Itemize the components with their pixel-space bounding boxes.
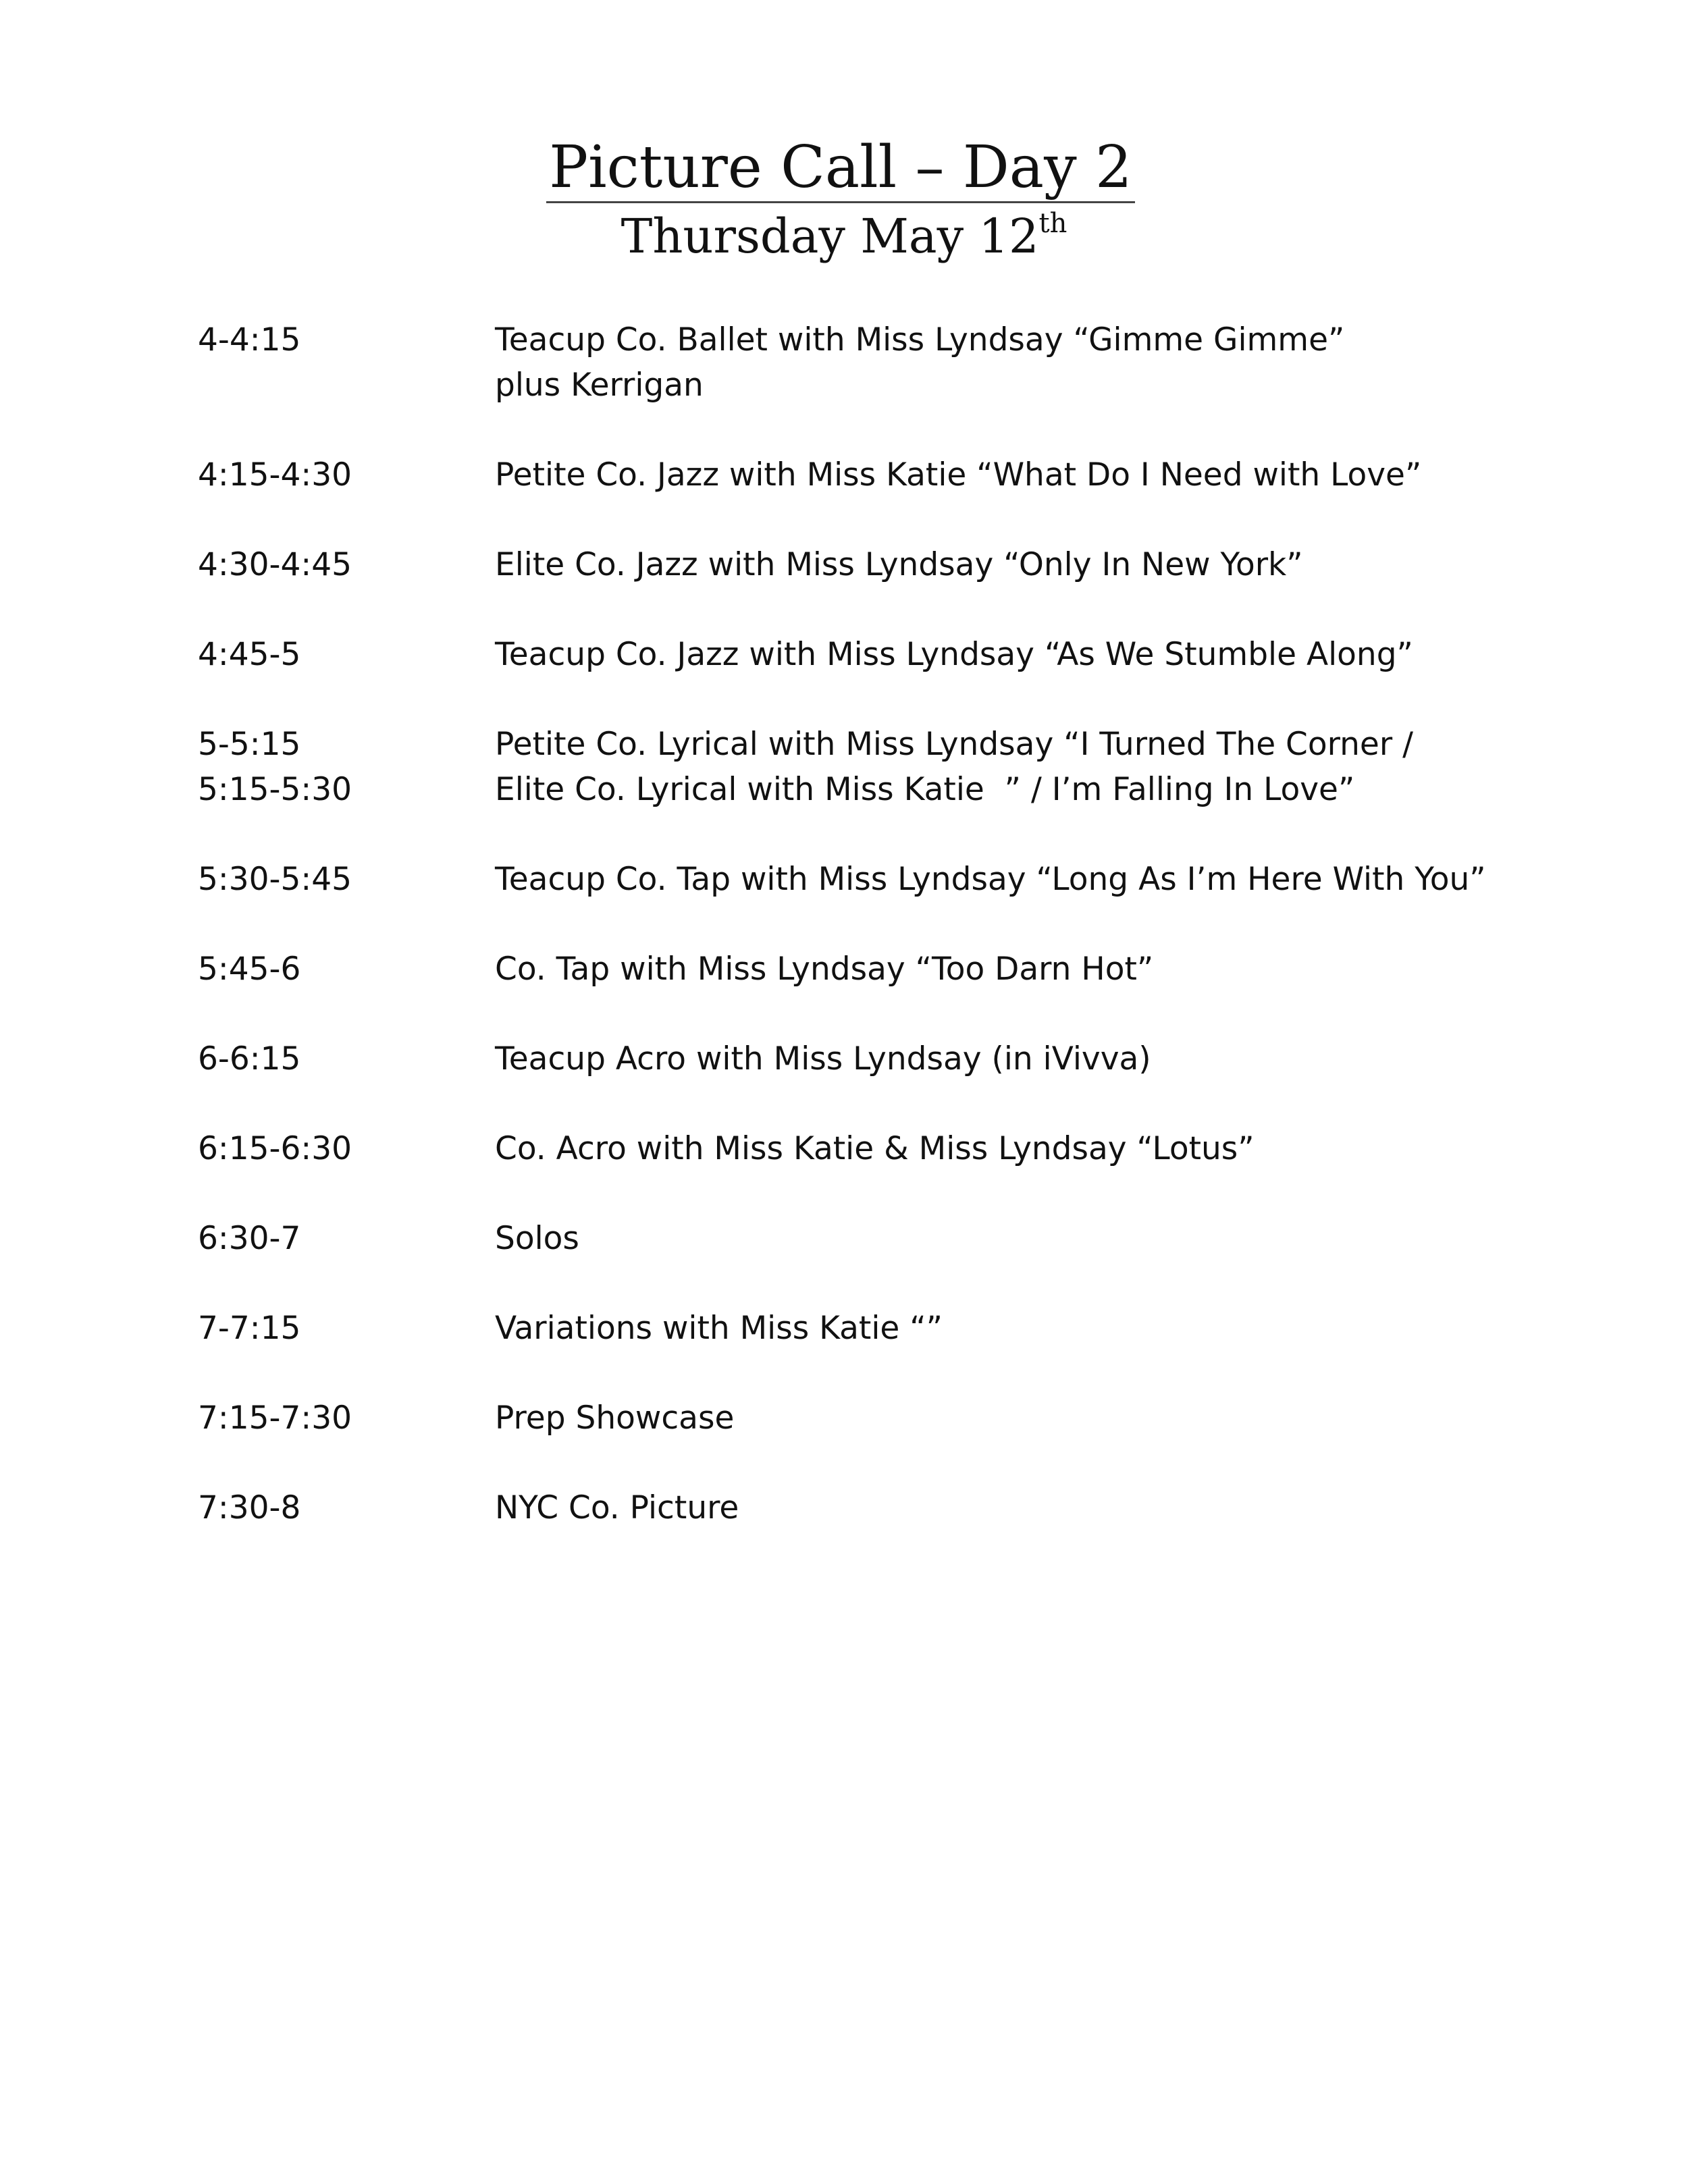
description-line: plus Kerrigan: [495, 367, 704, 404]
schedule-row: [198, 1126, 1548, 1171]
schedule-time: [198, 1306, 495, 1351]
schedule-description: [495, 632, 1548, 677]
schedule-description: [495, 1216, 1548, 1261]
schedule-description: [495, 1485, 1548, 1530]
description-line: Solos: [495, 1220, 579, 1257]
time-slot: 5:30-5:45: [198, 861, 352, 898]
time-slot: 5:15-5:30: [198, 771, 352, 808]
schedule-time: [198, 1216, 495, 1261]
schedule-description: [495, 1395, 1548, 1441]
schedule-description: [495, 1126, 1548, 1171]
document-header: [0, 135, 1688, 267]
schedule-row: [198, 1306, 1548, 1351]
schedule-description: [495, 857, 1548, 902]
subtitle-date: Thursday May 12: [621, 209, 1039, 264]
time-slot: 7:15-7:30: [198, 1400, 352, 1437]
page-subtitle: [0, 206, 1688, 267]
schedule-list: [198, 317, 1548, 1575]
schedule-row: [198, 1395, 1548, 1441]
schedule-time: [198, 632, 495, 677]
schedule-time: [198, 1126, 495, 1171]
description-line: Prep Showcase: [495, 1400, 735, 1437]
time-slot: 4:45-5: [198, 636, 301, 673]
schedule-description: [495, 542, 1548, 587]
description-line: Teacup Acro with Miss Lyndsay (in iVivva): [495, 1040, 1151, 1077]
schedule-row: [198, 1216, 1548, 1261]
schedule-time: [198, 452, 495, 498]
schedule-row: [198, 542, 1548, 587]
schedule-row: [198, 632, 1548, 677]
description-line: Co. Tap with Miss Lyndsay “Too Darn Hot”: [495, 951, 1154, 988]
time-slot: 4:15-4:30: [198, 456, 352, 494]
description-line: Petite Co. Jazz with Miss Katie “What Do I Need with Love”: [495, 456, 1422, 494]
schedule-time: [198, 1485, 495, 1530]
schedule-time: [198, 1036, 495, 1082]
schedule-description: [495, 1036, 1548, 1082]
schedule-description: [495, 317, 1548, 408]
time-slot: 6:15-6:30: [198, 1130, 352, 1167]
schedule-row: [198, 1036, 1548, 1082]
description-line: NYC Co. Picture: [495, 1489, 739, 1526]
description-line: Co. Acro with Miss Katie & Miss Lyndsay “Lotus”: [495, 1130, 1255, 1167]
time-slot: 7:30-8: [198, 1489, 301, 1526]
time-slot: 4:30-4:45: [198, 546, 352, 583]
description-line: Teacup Co. Tap with Miss Lyndsay “Long As I’m Here With You”: [495, 861, 1486, 898]
time-slot: 7-7:15: [198, 1310, 301, 1347]
description-line: Elite Co. Jazz with Miss Lyndsay “Only In New York”: [495, 546, 1303, 583]
schedule-description: [495, 947, 1548, 992]
description-line: Elite Co. Lyrical with Miss Katie ” / I’m Falling In Love”: [495, 771, 1355, 808]
subtitle-ordinal-suffix: th: [1038, 208, 1067, 239]
description-line: Petite Co. Lyrical with Miss Lyndsay “I Turned The Corner /: [495, 726, 1413, 763]
time-slot: 5:45-6: [198, 951, 301, 988]
schedule-time: [198, 722, 495, 812]
schedule-row: [198, 317, 1548, 408]
time-slot: 6-6:15: [198, 1040, 301, 1077]
time-slot: 4-4:15: [198, 321, 301, 358]
schedule-time: [198, 857, 495, 902]
schedule-description: [495, 452, 1548, 498]
schedule-row: [198, 947, 1548, 992]
schedule-row: [198, 857, 1548, 902]
description-line: Teacup Co. Ballet with Miss Lyndsay “Gimme Gimme”: [495, 321, 1345, 358]
schedule-row: [198, 452, 1548, 498]
time-slot: 6:30-7: [198, 1220, 301, 1257]
schedule-row: [198, 722, 1548, 812]
page-title: Picture Call – Day 2: [546, 135, 1134, 203]
schedule-time: [198, 542, 495, 587]
schedule-row: [198, 1485, 1548, 1530]
description-line: Variations with Miss Katie “”: [495, 1310, 943, 1347]
schedule-time: [198, 317, 495, 408]
schedule-time: [198, 947, 495, 992]
schedule-description: [495, 722, 1548, 812]
schedule-time: [198, 1395, 495, 1441]
time-slot: 5-5:15: [198, 726, 301, 763]
description-line: Teacup Co. Jazz with Miss Lyndsay “As We Stumble Along”: [495, 636, 1413, 673]
schedule-description: [495, 1306, 1548, 1351]
